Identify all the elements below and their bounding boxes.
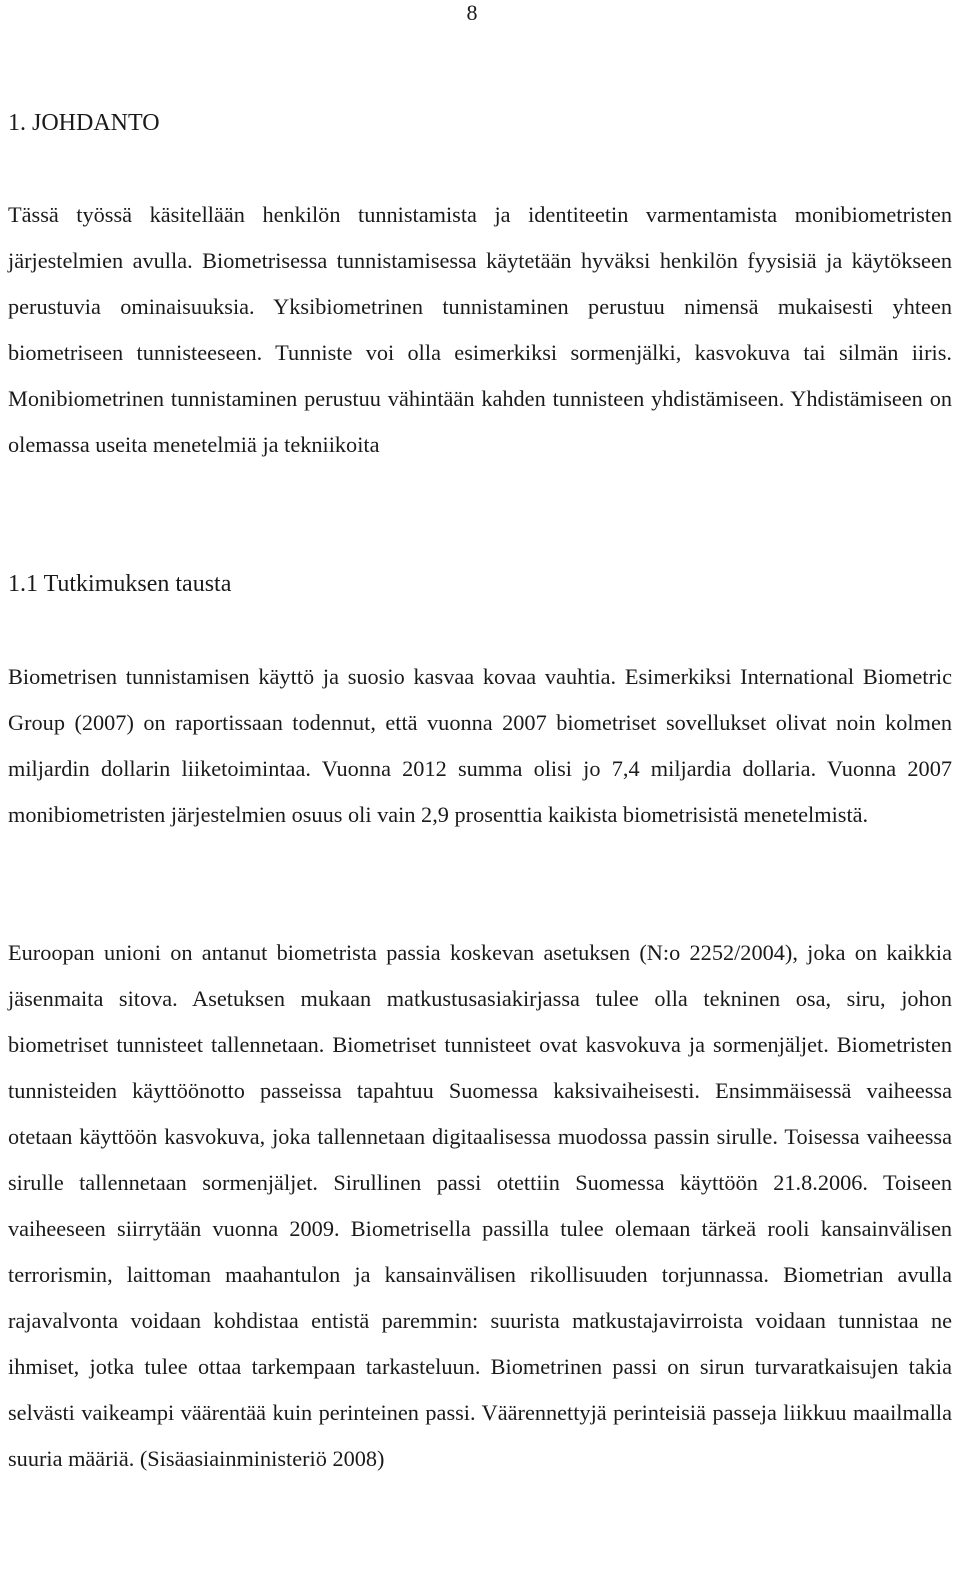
paragraph-background: Biometrisen tunnistamisen käyttö ja suosio kasvaa kovaa vauhtia. Esimerkiksi International Biometric Group (2007) on raportissaan todennut, että vuonna 2007 biometriset sovellukset olivat noin kolmen miljardin dollarin liiketoimintaa. Vuonna 2012 summa olisi jo 7,4 miljardia dollaria. Vuonna 2007 monibiometristen järjestelmien osuus oli vain 2,9 prosenttia kaikista biometrisistä menetelmistä. (8, 664, 952, 827)
paragraph-eu-passport: Euroopan unioni on antanut biometrista passia koskevan asetuksen (N:o 2252/2004), joka on kaikkia jäsenmaita sitova. Asetuksen mukaan matkustusasiakirjassa tulee olla tekninen osa, siru, johon biometriset tunnisteet tallennetaan. Biometriset tunnisteet ovat kasvokuva ja sormenjäljet. Biometristen tunnisteiden käyttöönotto passeissa tapahtuu Suomessa kaksivaiheisesti. Ensimmäisessä vaiheessa otetaan käyttöön kasvokuva, joka tallennetaan digitaalisessa muodossa passin sirulle. Toisessa vaiheessa sirulle tallennetaan sormenjäljet. Sirullinen passi otettiin Suomessa käyttöön 21.8.2006. Toiseen vaiheeseen siirrytään vuonna 2009. Biometrisella passilla tulee olemaan tärkeä rooli kansainvälisen terrorismin, laittoman maahantulon ja kansainvälisen rikollisuuden torjunnassa. Biometrian avulla rajavalvonta voidaan kohdistaa entistä paremmin: suurista matkustajavirroista voidaan tunnistaa ne ihmiset, jotka tulee ottaa tarkempaan tarkasteluun. Biometrinen passi on sirun turvaratkaisujen takia selvästi vaikeampi väärentää kuin perinteinen passi. Väärennettyjä perinteisiä passeja liikkuu maailmalla suuria määriä. (Sisäasiainministeriö 2008) (8, 940, 952, 1471)
page-number: 8 (466, 0, 478, 25)
paragraph-intro: Tässä työssä käsitellään henkilön tunnistamista ja identiteetin varmentamista monibiometristen järjestelmien avulla. Biometrisessa tunnistamisessa käytetään hyväksi henkilön fyysisiä ja käytökseen perustuvia ominaisuuksia. Yksibiometrinen tunnistaminen perustuu nimensä mukaisesti yhteen biometriseen tunnisteeseen. Tunniste voi olla esimerkiksi sormenjälki, kasvokuva tai silmän iiris. Monibiometrinen tunnistaminen perustuu vähintään kahden tunnisteen yhdistämiseen. Yhdistämiseen on olemassa useita menetelmiä ja tekniikoita (8, 202, 952, 457)
chapter-heading: 1. JOHDANTO (8, 110, 160, 136)
section-heading: 1.1 Tutkimuksen tausta (8, 571, 232, 597)
